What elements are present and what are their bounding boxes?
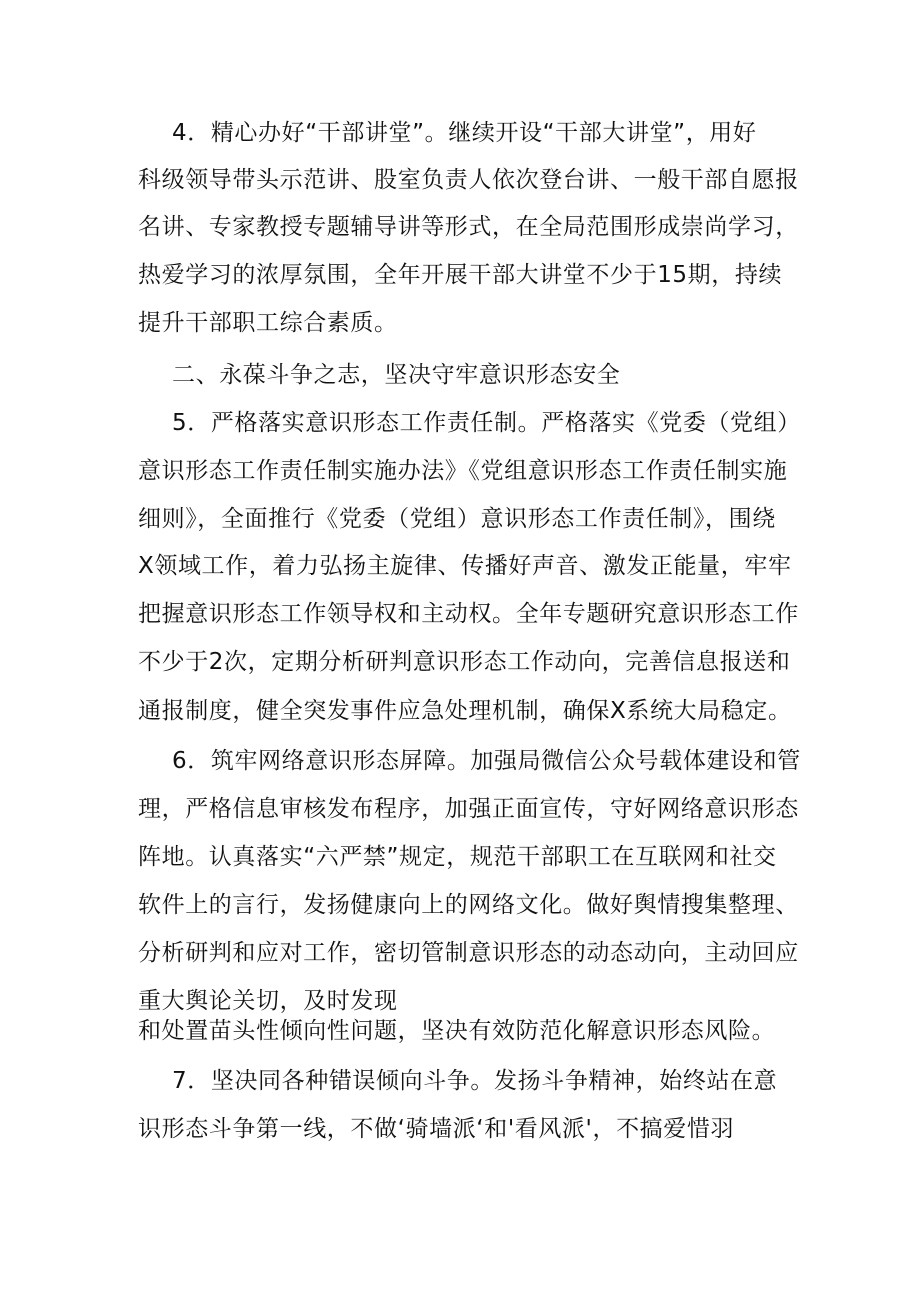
paragraph-6-line-1: 6．筑牢网络意识形态屏障。加强局微信公众号载体建设和管 — [172, 748, 801, 774]
paragraph-5-line-4: X领域工作，着力弘扬主旋律、传播好声音、激发正能量，牢牢 — [138, 553, 792, 579]
paragraph-5-line-7: 通报制度，健全突发事件应急处理机制，确保X系统大局稳定。 — [138, 698, 792, 724]
paragraph-6-line-2: 理，严格信息审核发布程序，加强正面宣传，守好网络意识形态 — [138, 796, 799, 822]
section-heading-2: 二、永葆斗争之志，坚决守牢意识形态安全 — [172, 362, 621, 388]
paragraph-5-line-3: 细则》，全面推行《党委（党组）意识形态工作责任制》，围绕 — [138, 506, 776, 532]
paragraph-5-line-1: 5．严格落实意识形态工作责任制。严格落实《党委（党组） — [172, 410, 801, 436]
paragraph-4-line-4: 热爱学习的浓厚氛围，全年开展干部大讲堂不少于15期，持续 — [138, 262, 783, 288]
paragraph-7-line-2: 识形态斗争第一线，不做‘骑墙派‘和'看风派'，不搞爱惜羽 — [138, 1116, 735, 1142]
paragraph-6-line-6: 重大舆论关切，及时发现 — [138, 988, 398, 1014]
paragraph-5-line-6: 不少于2次，定期分析研判意识形态工作动向，完善信息报送和 — [138, 649, 791, 675]
paragraph-4-line-1: 4．精心办好“干部讲堂”。继续开设“干部大讲堂”，用好 — [172, 120, 757, 146]
paragraph-6-line-3: 阵地。认真落实“六严禁”规定，规范干部职工在互联网和社交 — [138, 844, 777, 870]
paragraph-6-line-4: 软件上的言行，发扬健康向上的网络文化。做好舆情搜集整理、 — [138, 892, 799, 918]
paragraph-7-line-1: 7．坚决同各种错误倾向斗争。发扬斗争精神，始终站在意 — [172, 1068, 778, 1094]
paragraph-6-line-5: 分析研判和应对工作，密切管制意识形态的动态动向，主动回应 — [138, 940, 799, 966]
paragraph-4-line-3: 名讲、专家教授专题辅导讲等形式，在全局范围形成崇尚学习， — [138, 214, 799, 240]
paragraph-4-line-2: 科级领导带头示范讲、股室负责人依次登台讲、一般干部自愿报 — [138, 167, 799, 193]
paragraph-5-line-5: 把握意识形态工作领导权和主动权。全年专题研究意识形态工作 — [138, 601, 799, 627]
paragraph-4-line-5: 提升干部职工综合素质。 — [138, 310, 398, 336]
paragraph-6-line-7: 和处置苗头性倾向性问题，坚决有效防范化解意识形态风险。 — [138, 1018, 776, 1044]
paragraph-5-line-2: 意识形态工作责任制实施办法》《党组意识形态工作责任制实施 — [138, 458, 788, 484]
